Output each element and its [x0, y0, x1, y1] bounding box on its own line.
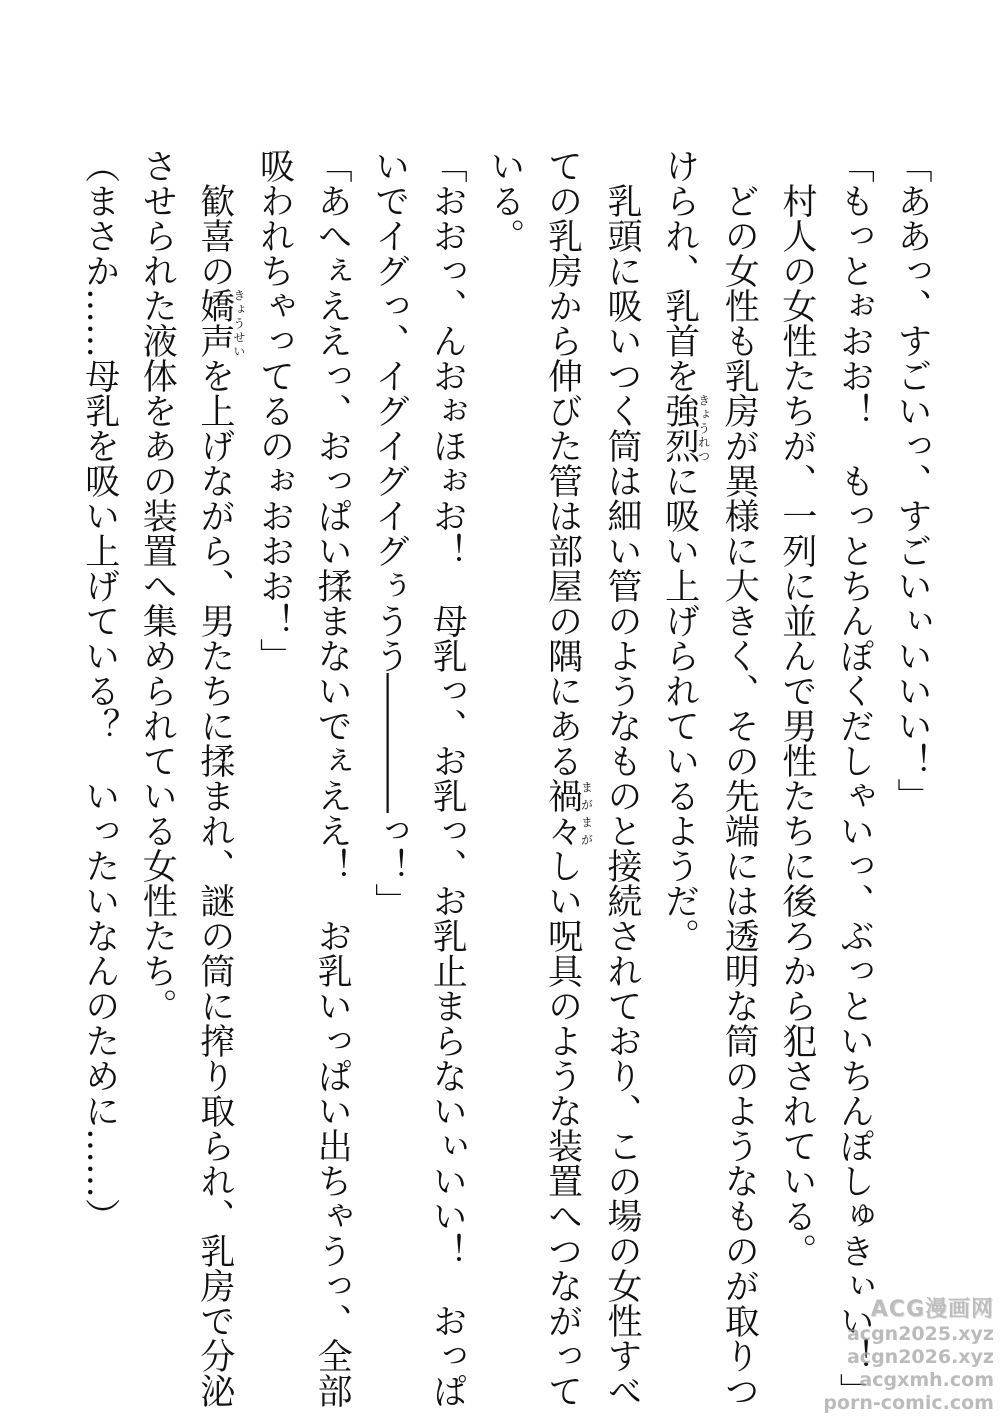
text-line: いる。 [484, 148, 525, 253]
text-line: 村人の女性たちが、一列に並んで男性たちに後ろから犯されている。 [776, 183, 817, 1268]
text-line: 吸われちゃってるのぉおおお！」 [254, 148, 295, 673]
watermark-url: acgn2026.xyz [846, 1346, 994, 1368]
text-line: 「ああっ、すごいっ、すごいぃいいい！」 [892, 148, 932, 813]
ruby-annotation: 禍々まがまが [542, 778, 594, 848]
text-line: けられ、乳首を強烈きょうれつに吸い上げられているようだ。 [659, 148, 711, 953]
watermark-url: porn-comic.com [823, 1392, 994, 1414]
text-line: 「おおっ、んおぉほぉお！ 母乳っ、お乳っ、お乳止まらないぃいい！ おっぱ [427, 148, 468, 1408]
text-line: どの女性も乳房が異様に大きく、その先端には透明な筒のようなものが取りつ [719, 183, 760, 1408]
text-line: させられた液体をあの装置へ集められている女性たち。 [137, 148, 178, 1023]
text-line: ての乳房から伸びた管は部屋の隅にある禍々まがまがしい呪具のような装置へつながって [542, 148, 594, 1408]
watermark-url: acgxmh.com [859, 1369, 994, 1391]
text-line: （まさか……母乳を吸い上げている？ いったいなんのために……） [79, 148, 120, 1233]
text-line: いでイグっ、イグイグイグぅうう――――っ！」 [369, 148, 410, 918]
ruby-annotation: 嬌声きょうせい [194, 288, 246, 358]
text-line: 乳頭に吸いつく筒は細い管のようなものと接続されており、この場の女性すべ [602, 183, 643, 1408]
watermark [804, 1292, 994, 1415]
watermark-url: acgn2025.xyz [846, 1323, 994, 1345]
ruby-annotation: 強烈きょうれつ [659, 393, 711, 463]
text-line: 歓喜の嬌声きょうせいを上げながら、男たちに揉まれ、謎の筒に搾り取られ、乳房で分泌 [194, 183, 246, 1408]
text-line: 「もっとぉおお！ もっとちんぽくだしゃいっ、ぶっといちんぽしゅきぃい！」 [834, 148, 875, 1408]
watermark-logo: ACG漫画网 [870, 1297, 994, 1322]
text-line: 「あへぇええっ、おっぱい揉まないでぇええ！ お乳いっぱい出ちゃうっ、全部 [312, 148, 353, 1408]
